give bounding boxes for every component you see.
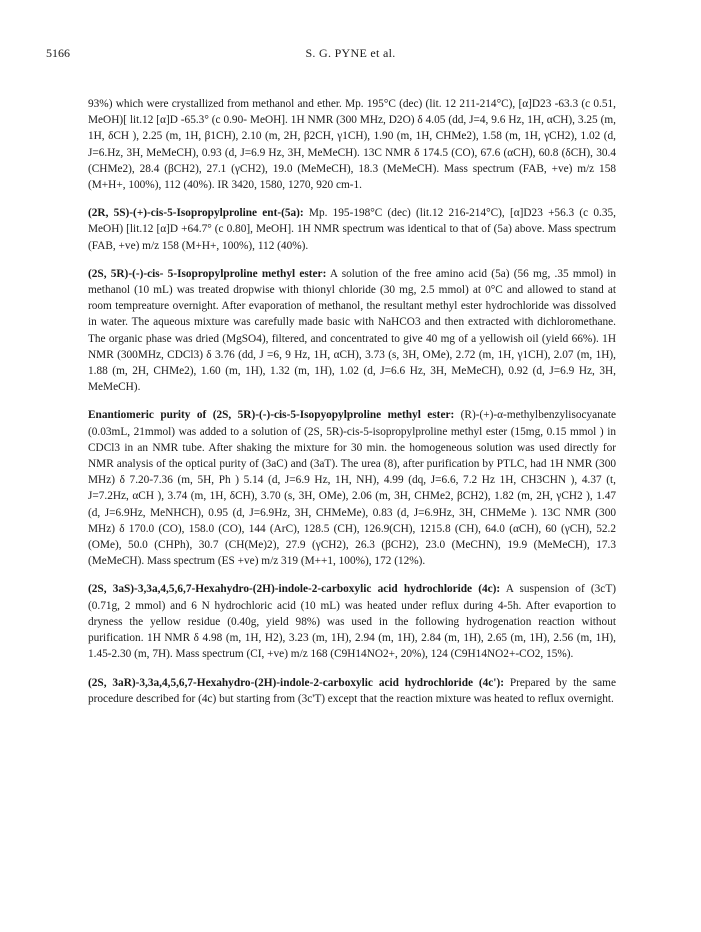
compound-heading: (2S, 3aS)-3,3a,4,5,6,7-Hexahydro-(2H)-indole-2-carboxylic acid hydrochloride (4c): [88, 583, 501, 596]
paragraph-text: Mp. 195-198°C (dec) (lit.12 216-214°C), [α]D23 +56.3 (c 0.35, MeOH) [lit.12 [α]D +64.7° (c 0.80], MeOH]. 1H NMR spectrum was identical to that of (5a) above. Mass spectrum (FAB, +ve) m/z 158 (M+H+, 100%), 112 (40%). [88, 207, 616, 252]
paragraph-enantiomeric-purity [88, 407, 616, 569]
paragraph-methyl-ester [88, 266, 616, 396]
compound-heading: Enantiomeric purity of (2S, 5R)-(-)-cis-5-Isopyopylproline methyl ester: [88, 409, 455, 422]
compound-heading: (2S, 3aR)-3,3a,4,5,6,7-Hexahydro-(2H)-indole-2-carboxylic acid hydrochloride (4c'): [88, 676, 504, 689]
compound-heading: (2R, 5S)-(+)-cis-5-Isopropylproline ent-(5a): [88, 207, 304, 220]
compound-heading: (2S, 5R)-(-)-cis- 5-Isopropylproline methyl ester: [88, 267, 327, 280]
running-head: S. G. PYNE et al. [305, 46, 396, 60]
paragraph-text: (R)-(+)-α-methylbenzylisocyanate (0.03mL, 21mmol) was added to a solution of (2S, 5R)-cis-5-isopropylproline methyl ester (15mg, 0.15 mmol ) in CDCl3 in an NMR tube. After shaking the mixture for 30 min. the homogeneous solution was used directly for NMR analysis of the optical purity of (3aC) and (3aT). The urea (8), after purification by PTLC, had 1H NMR (300 MHz) δ 7.20-7.36 (m, 5H, Ph ) 5.14 (d, J=6.9 Hz, 1H, NH), 4.99 (dq, J=6.6, 7.2 Hz 1H, CH3CHN ), 4.37 (t, J=7.2Hz, αCH ), 3.74 (m, 1H, δCH), 3.70 (s, 3H, OMe), 2.06 (m, 3H, CHMe2, βCH2), 1.82 (m, 2H, γCH2 ), 1.47 (d, J=6.9Hz, MeNHCH), 0.95 (d, J=6.9Hz, 3H, CHMeMe), 0.83 (d, J=6.9Hz, 3H, CHMeMe ). 13C NMR (300 MHz) δ 170.0 (CO), 158.0 (CO), 144 (ArC), 128.5 (CH), 126.9(CH), 1215.8 (CH), 64.0 (αCH), 60 (γCH), 52.2 (OMe), 50.0 (CHPh), 30.7 (CH(Me)2), 27.9 (γCH2), 26.3 (βCH2), 23.0 (MeCHN), 19.9 (MeMeCH), 17.3 (MeMeCH). Mass spectrum (ES +ve) m/z 319 (M++1, 100%), 172 (12%). [88, 409, 616, 568]
paragraph-compound-4c-prime [88, 675, 616, 707]
article-body [88, 96, 616, 719]
page-number: 5166 [46, 46, 70, 60]
paragraph-text: A solution of the free amino acid (5a) (56 mg, .35 mmol) in methanol (10 mL) was treated dropwise with thionyl chloride (30 mg, 2.5 mmol) at 0°C and allowed to stand at room tempreature overnight. After evaporation of methanol, the resultant methyl ester hydrochloride was dissolved in water. The aqueous mixture was carefully made basic with NaHCO3 and then extracted with dichloromethane. The organic phase was dried (MgSO4), filtered, and concentrated to give 40 mg of a yellowish oil (yield 66%). 1H NMR (300MHz, CDCl3) δ 3.76 (dd, J =6, 9 Hz, 1H, αCH), 3.73 (s, 3H, OMe), 2.72 (m, 1H, γ1CH), 2.07 (m, 1H), 1.88 (m, 2H, CHMe2), 1.60 (m, 1H), 1.32 (m, 1H), 1.02 (d, J=6.6 Hz, 3H, MeMeCH), 0.92 (d, J=6.9 Hz, 3H, MeMeCH). [88, 267, 616, 394]
paragraph-compound-4c [88, 581, 616, 662]
paragraph-text: A suspension of (3cT) (0.71g, 2 mmol) and 6 N hydrochloric acid (10 mL) was heated under reflux during 4-5h. After evaportion to dryness the yellow residue (0.40g, yield 98%) was used in the following hydrogenation reaction without purification. 1H NMR δ 4.98 (m, 1H, H2), 3.23 (m, 1H), 2.94 (m, 1H), 2.84 (m, 1H), 2.65 (m, 1H), 2.56 (m, 1H), 1.45-2.30 (m, 7H). Mass spectrum (CI, +ve) m/z 168 (C9H14NO2+, 20%), 124 (C9H14NO2+-CO2, 15%). [88, 583, 616, 661]
page-header [46, 46, 655, 66]
paragraph-text: Prepared by the same procedure described for (4c) but starting from (3c'T) except that the reaction mixture was heated to reflux overnight. [88, 676, 616, 705]
paragraph-continuation [88, 96, 616, 193]
paragraph-ent-5a [88, 205, 616, 254]
paragraph-text: 93%) which were crystallized from methanol and ether. Mp. 195°C (dec) (lit. 12 211-214°C), [α]D23 -63.3 (c 0.51, MeOH)[ lit.12 [α]D -65.3° (c 0.90- MeOH]. 1H NMR (300 MHz, D2O) δ 4.05 (dd, J=4, 9.6 Hz, 1H, αCH), 3.25 (m, 1H, δCH ), 2.25 (m, 1H, β1CH), 2.10 (m, 2H, β2CH, γ1CH), 1.90 (m, 1H, CHMe2), 1.58 (m, 1H, γCH2), 1.02 (d, J=6.Hz, 3H, MeMeCH), 0.93 (d, J=6.9 Hz, 3H, MeMeCH). 13C NMR δ 174.5 (CO), 67.6 (αCH), 60.8 (δCH), 30.4 (CHMe2), 28.4 (βCH2), 27.1 (γCH2), 19.0 (MeMeCH), 18.3 (MeMeCH). Mass spectrum (FAB, +ve) m/z 158 (M+H+, 100%), 112 (40%). IR 3420, 1580, 1270, 920 cm-1. [88, 98, 616, 192]
